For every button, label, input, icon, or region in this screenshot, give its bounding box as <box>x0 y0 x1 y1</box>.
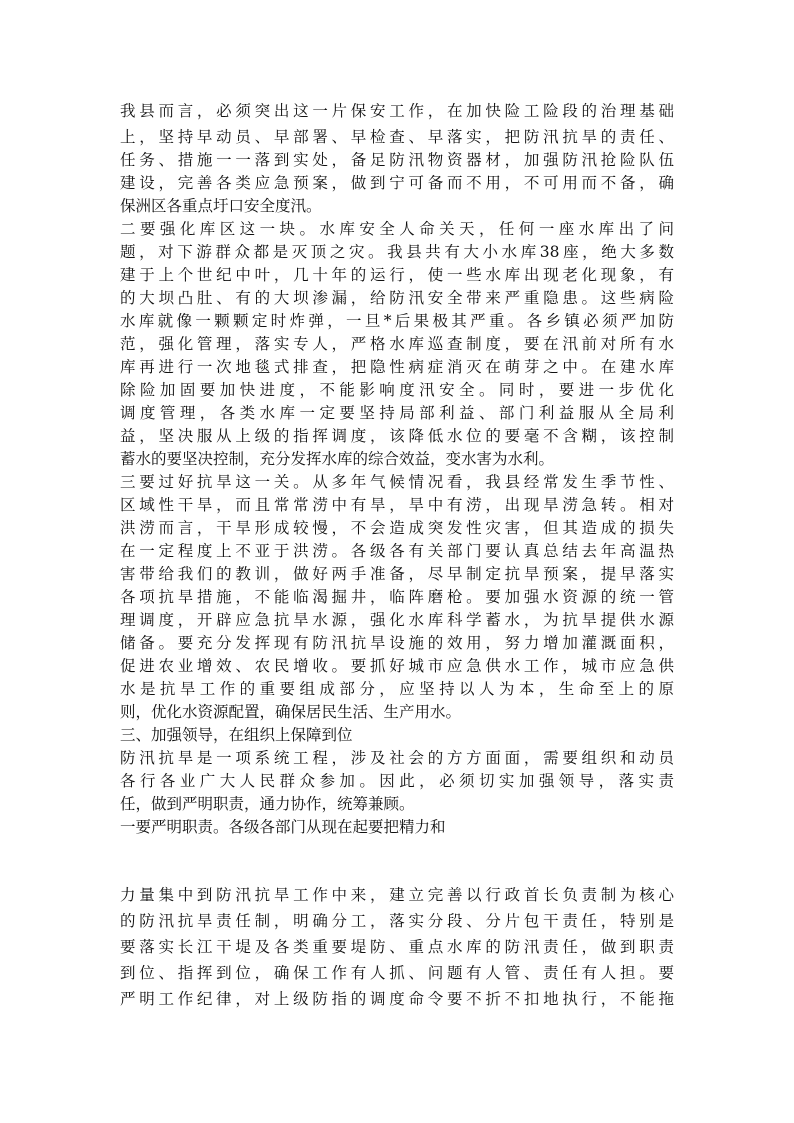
paragraph-line: 二要强化库区这一块。水库安全人命关天，任何一座水库出了问 <box>120 220 674 238</box>
paragraph-line: 在一定程度上不亚于洪涝。各级各有关部门要认真总结去年高温热 <box>120 542 674 560</box>
paragraph-line: 保洲区各重点圩口安全度汛。 <box>120 197 322 215</box>
paragraph-line: 除险加固要加快进度，不能影响度汛安全。同时，要进一步优化 <box>120 381 674 399</box>
paragraph-line: 理调度，开辟应急抗旱水源，强化水库科学蓄水，为抗旱提供水源 <box>120 611 674 629</box>
paragraph-line: 范，强化管理，落实专人，严格水库巡查制度，要在汛前对所有水 <box>120 335 674 353</box>
paragraph-line: 的防汛抗旱责任制，明确分工，落实分段、分片包干责任，特别是 <box>120 912 674 930</box>
paragraph-line: 严明工作纪律，对上级防指的调度命令要不折不扣地执行，不能拖 <box>120 990 674 1008</box>
paragraph-line: 益，坚决服从上级的指挥调度，该降低水位的要毫不含糊，该控制 <box>120 427 674 445</box>
paragraph-line: 的大坝凸肚、有的大坝渗漏，给防汛安全带来严重隐患。这些病险 <box>120 289 674 307</box>
paragraph-line: 区域性干旱，而且常常涝中有旱，旱中有涝，出现旱涝急转。相对 <box>120 496 674 514</box>
paragraph-line: 题，对下游群众都是灭顶之灾。我县共有大小水库38座，绝大多数 <box>120 243 674 261</box>
paragraph-line: 任，做到严明职责，通力协作，统筹兼顾。 <box>120 795 415 813</box>
paragraph-line: 任务、措施一一落到实处，备足防汛物资器材，加强防汛抢险队伍 <box>120 151 674 169</box>
paragraph-line: 蓄水的要坚决控制，充分发挥水库的综合效益，变水害为水利。 <box>120 450 555 468</box>
paragraph-line: 防汛抗旱是一项系统工程，涉及社会的方方面面，需要组织和动员 <box>120 749 674 767</box>
section-heading: 三、加强领导，在组织上保障到位 <box>120 726 353 744</box>
paragraph-line: 到位、指挥到位，确保工作有人抓、问题有人管、责任有人担。要 <box>120 964 674 982</box>
paragraph-line: 我县而言，必须突出这一片保安工作，在加快险工险段的治理基础 <box>120 102 674 120</box>
paragraph-line: 水是抗旱工作的重要组成部分，应坚持以人为本，生命至上的原 <box>120 680 674 698</box>
paragraph-line: 库再进行一次地毯式排查，把隐性病症消灭在萌芽之中。在建水库 <box>120 358 674 376</box>
paragraph-line: 各行各业广大人民群众参加。因此，必须切实加强领导，落实责 <box>120 772 674 790</box>
paragraph-line: 储备。要充分发挥现有防汛抗旱设施的效用，努力增加灌溉面积， <box>120 634 674 652</box>
paragraph-line: 建于上个世纪中叶，几十年的运行，使一些水库出现老化现象，有 <box>120 266 674 284</box>
paragraph-line: 调度管理，各类水库一定要坚持局部利益、部门利益服从全局利 <box>120 404 674 422</box>
paragraph-line: 促进农业增效、农民增收。要抓好城市应急供水工作，城市应急供 <box>120 657 674 675</box>
paragraph-line: 力量集中到防汛抗旱工作中来，建立完善以行政首长负责制为核心 <box>120 886 674 904</box>
paragraph-line: 三要过好抗旱这一关。从多年气候情况看，我县经常发生季节性、 <box>120 473 674 491</box>
paragraph-line: 则，优化水资源配置，确保居民生活、生产用水。 <box>120 703 462 721</box>
paragraph-line: 水库就像一颗颗定时炸弹，一旦*后果极其严重。各乡镇必须严加防 <box>120 312 674 330</box>
paragraph-line: 建设，完善各类应急预案，做到宁可备而不用，不可用而不备，确 <box>120 174 674 192</box>
paragraph-line: 害带给我们的教训，做好两手准备，尽早制定抗旱预案，提早落实 <box>120 565 674 583</box>
paragraph-line: 洪涝而言，干旱形成较慢，不会造成突发性灾害，但其造成的损失 <box>120 519 674 537</box>
paragraph-line: 上，坚持早动员、早部署、早检查、早落实，把防汛抗旱的责任、 <box>120 128 674 146</box>
paragraph-line: 一要严明职责。各级各部门从现在起要把精力和 <box>120 818 446 836</box>
paragraph-line: 要落实长江干堤及各类重要堤防、重点水库的防汛责任，做到职责 <box>120 938 674 956</box>
paragraph-line: 各项抗旱措施，不能临渴掘井，临阵磨枪。要加强水资源的统一管 <box>120 588 674 606</box>
